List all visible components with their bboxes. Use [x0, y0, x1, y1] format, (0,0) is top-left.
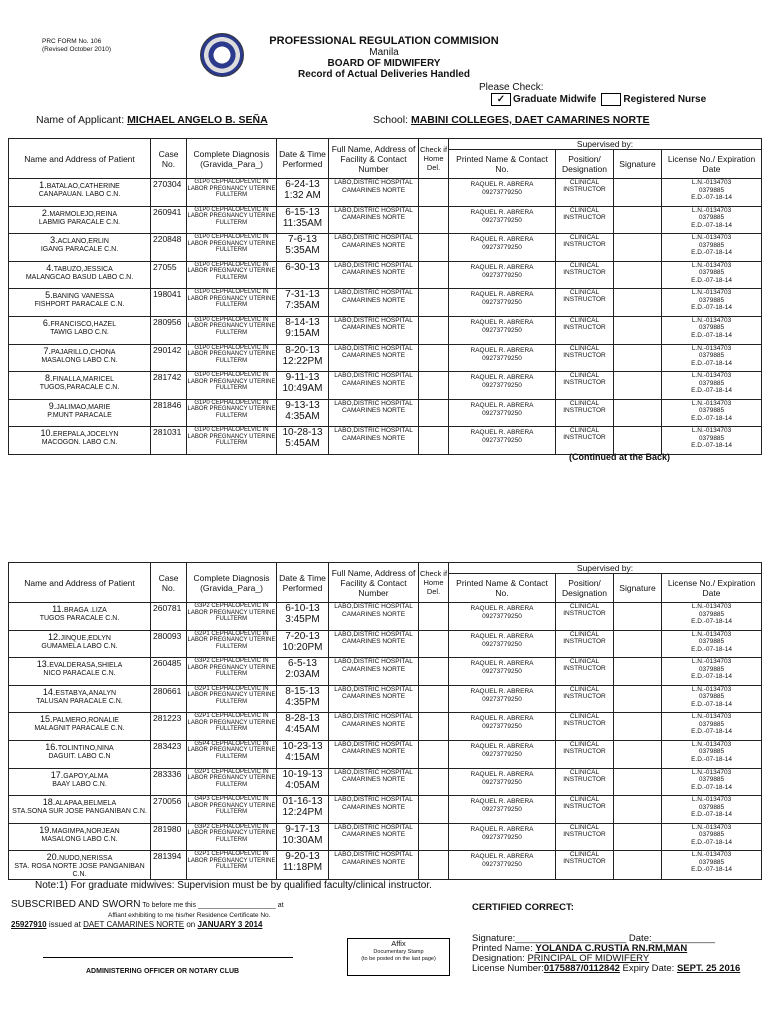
home-del-cell[interactable]	[419, 685, 449, 713]
city: Manila	[369, 47, 399, 58]
license-label: License Number:	[472, 963, 544, 974]
table-row	[9, 234, 762, 262]
signature-cell[interactable]	[614, 740, 662, 768]
patient-cell: 9.JALIMAO,MARIE P.MUNT PARACALE	[9, 399, 151, 427]
continued-note: (Continued at the Back)	[568, 452, 670, 462]
deliveries-table-1	[8, 138, 762, 455]
board-title: BOARD OF MIDWIFERY	[327, 58, 441, 69]
supervisor-cell: RAQUEL R. ABRERA 09273779250	[449, 851, 556, 880]
signature-cell[interactable]	[614, 603, 662, 631]
patient-cell: 8.FINALLA,MARICEL TUGOS,PARACALE C.N.	[9, 372, 151, 400]
home-del-cell[interactable]	[419, 796, 449, 824]
position-cell: CLINICAL INSTRUCTOR	[556, 234, 614, 262]
patient-cell: 7.PAJARILLO,CHONA MASALONG LABO C.N.	[9, 344, 151, 372]
license-cell: L.N.-0134703 0379885 E.D.-07-18-14	[662, 372, 762, 400]
facility-cell: LABO,DISTRIC HOSPITAL CAMARINES NORTE	[329, 261, 419, 289]
cert-number: 25927910	[11, 920, 47, 929]
signature-cell[interactable]	[614, 768, 662, 796]
diagnosis-cell: G4P3 CEPHALOPELVIC IN LABOR PREGNANCY UTERINE FULLTERM	[187, 796, 277, 824]
col-diagnosis: Complete Diagnosis (Gravida_Para_)	[187, 563, 277, 603]
case-cell: 280661	[151, 685, 187, 713]
patient-cell: 17.GAPOY,ALMA BAAY LABO C.N.	[9, 768, 151, 796]
signature-cell[interactable]	[614, 713, 662, 741]
designation-label: Designation:	[472, 953, 528, 964]
supervisor-cell: RAQUEL R. ABRERA 09273779250	[449, 713, 556, 741]
table-row	[9, 851, 762, 880]
facility-cell: LABO,DISTRIC HOSPITAL CAMARINES NORTE	[329, 740, 419, 768]
facility-cell: LABO,DISTRIC HOSPITAL CAMARINES NORTE	[329, 768, 419, 796]
signature-cell[interactable]	[614, 823, 662, 851]
record-title: Record of Actual Deliveries Handled	[298, 69, 470, 80]
applicant-row	[36, 114, 268, 126]
diagnosis-cell: G3P2 CEPHALOPELVIC IN LABOR PREGNANCY UTERINE FULLTERM	[187, 658, 277, 686]
position-cell: CLINICAL INSTRUCTOR	[556, 179, 614, 207]
license-cell: L.N.-0134703 0379885 E.D.-07-18-14	[662, 179, 762, 207]
printed-name: YOLANDA C.RUSTIA RN.RM,MAN	[535, 943, 688, 954]
table-row	[9, 603, 762, 631]
signature-cell[interactable]	[614, 658, 662, 686]
license-cell: L.N.-0134703 0379885 E.D.-07-18-14	[662, 344, 762, 372]
facility-cell: LABO,DISTRIC HOSPITAL CAMARINES NORTE	[329, 316, 419, 344]
patient-cell: 20.NUDO,NERISSA STA. ROSA NORTE JOSE PANGANIBAN C.N.	[9, 851, 151, 880]
supervisor-cell: RAQUEL R. ABRERA 09273779250	[449, 630, 556, 658]
expiry-date: SEPT. 25 2016	[676, 963, 741, 974]
date-cell: 6-30-13	[277, 261, 329, 289]
case-cell: 260941	[151, 206, 187, 234]
license-cell: L.N.-0134703 0379885 E.D.-07-18-14	[662, 851, 762, 880]
certified-correct-label: CERTIFIED CORRECT:	[472, 902, 574, 913]
facility-cell: LABO,DISTRIC HOSPITAL CAMARINES NORTE	[329, 427, 419, 455]
facility-cell: LABO,DISTRIC HOSPITAL CAMARINES NORTE	[329, 851, 419, 880]
signature-cell[interactable]	[614, 630, 662, 658]
signature-cell[interactable]	[614, 851, 662, 880]
facility-cell: LABO,DISTRIC HOSPITAL CAMARINES NORTE	[329, 289, 419, 317]
case-cell: 281394	[151, 851, 187, 880]
case-cell: 260485	[151, 658, 187, 686]
facility-cell: LABO,DISTRIC HOSPITAL CAMARINES NORTE	[329, 630, 419, 658]
date-cell: 10-28-13 5:45AM	[277, 427, 329, 455]
patient-cell: 11.BRAGA .LIZA TUGOS PARACALE C.N.	[9, 603, 151, 631]
facility-cell: LABO,DISTRIC HOSPITAL CAMARINES NORTE	[329, 603, 419, 631]
case-cell: 27055	[151, 261, 187, 289]
license-cell: L.N.-0134703 0379885 E.D.-07-18-14	[662, 630, 762, 658]
position-cell: CLINICAL INSTRUCTOR	[556, 427, 614, 455]
supervisor-cell: RAQUEL R. ABRERA 09273779250	[449, 427, 556, 455]
home-del-cell[interactable]	[419, 768, 449, 796]
home-del-cell[interactable]	[419, 179, 449, 207]
designation: PRINCIPAL OF MIDWIFERY	[527, 953, 650, 964]
affix-label: Affix	[391, 939, 406, 948]
signature-cell[interactable]	[614, 289, 662, 317]
patient-cell: 12.JINQUE,EDLYN GUMAMELA LABO C.N.	[9, 630, 151, 658]
col-supervised: Supervised by:	[449, 563, 762, 574]
applicant-name: MICHAEL ANGELO B. SEÑA	[127, 114, 268, 126]
date-cell: 8-28-13 4:45AM	[277, 713, 329, 741]
supervisor-cell: RAQUEL R. ABRERA 09273779250	[449, 234, 556, 262]
graduate-midwife-checkbox[interactable]: ✓	[491, 93, 511, 106]
col-position: Position/ Designation	[556, 150, 614, 179]
subscribed-rest: To before me this ____________________ at	[140, 902, 284, 909]
table-row	[9, 206, 762, 234]
home-del-cell[interactable]	[419, 234, 449, 262]
issued-at-label: issued at	[46, 920, 84, 929]
col-license: License No./ Expiration Date	[662, 150, 762, 179]
date-cell: 7-20-13 10:20PM	[277, 630, 329, 658]
col-printed: Printed Name & Contact No.	[449, 150, 556, 179]
graduate-midwife-label: Graduate Midwife	[513, 94, 597, 105]
school-label: School:	[373, 114, 409, 126]
diagnosis-cell: G1P0 CEPHALOPELVIC IN LABOR PREGNANCY UTERINE FULLTERM	[187, 427, 277, 455]
col-license: License No./ Expiration Date	[662, 574, 762, 603]
license-cell: L.N.-0134703 0379885 E.D.-07-18-14	[662, 234, 762, 262]
case-cell: 270056	[151, 796, 187, 824]
table-row	[9, 740, 762, 768]
date-cell: 9-13-13 4:35AM	[277, 399, 329, 427]
position-cell: CLINICAL INSTRUCTOR	[556, 316, 614, 344]
facility-cell: LABO,DISTRIC HOSPITAL CAMARINES NORTE	[329, 372, 419, 400]
col-signature: Signature	[614, 574, 662, 603]
signature-cell[interactable]	[614, 206, 662, 234]
date-cell: 9-11-13 10:49AM	[277, 372, 329, 400]
case-cell: 280093	[151, 630, 187, 658]
patient-cell: 4.TABUZO,JESSICA MALANGCAO BASUD LABO C.N.	[9, 261, 151, 289]
table-row	[9, 427, 762, 455]
documentary-stamp-box	[347, 938, 450, 976]
col-case: Case No.	[151, 139, 187, 179]
date-cell: 6-24-13 1:32 AM	[277, 179, 329, 207]
patient-cell: 1.BATALAO,CATHERINE CANAPAUAN. LABO C.N.	[9, 179, 151, 207]
supervisor-cell: RAQUEL R. ABRERA 09273779250	[449, 823, 556, 851]
case-cell: 283423	[151, 740, 187, 768]
table-row	[9, 261, 762, 289]
facility-cell: LABO,DISTRIC HOSPITAL CAMARINES NORTE	[329, 179, 419, 207]
table-row	[9, 344, 762, 372]
license-cell: L.N.-0134703 0379885 E.D.-07-18-14	[662, 685, 762, 713]
case-cell: 198041	[151, 289, 187, 317]
table-row	[9, 399, 762, 427]
table-row	[9, 713, 762, 741]
supervisor-cell: RAQUEL R. ABRERA 09273779250	[449, 399, 556, 427]
supervisor-cell: RAQUEL R. ABRERA 09273779250	[449, 796, 556, 824]
position-cell: CLINICAL INSTRUCTOR	[556, 823, 614, 851]
diagnosis-cell: G2P1 CEPHALOPELVIC IN LABOR PREGNANCY UTERINE FULLTERM	[187, 851, 277, 880]
diagnosis-cell: G1P0 CEPHALOPELVIC IN LABOR PREGNANCY UTERINE FULLTERM	[187, 234, 277, 262]
col-diagnosis: Complete Diagnosis (Gravida_Para_)	[187, 139, 277, 179]
facility-cell: LABO,DISTRIC HOSPITAL CAMARINES NORTE	[329, 206, 419, 234]
on-label: on	[184, 920, 198, 929]
diagnosis-cell: G3P2 CEPHALOPELVIC IN LABOR PREGNANCY UTERINE FULLTERM	[187, 823, 277, 851]
home-del-cell[interactable]	[419, 823, 449, 851]
facility-cell: LABO,DISTRIC HOSPITAL CAMARINES NORTE	[329, 713, 419, 741]
position-cell: CLINICAL INSTRUCTOR	[556, 372, 614, 400]
table-row	[9, 316, 762, 344]
table-row	[9, 289, 762, 317]
case-cell: 281031	[151, 427, 187, 455]
home-del-cell[interactable]	[419, 316, 449, 344]
patient-cell: 2.MARMOLEJO,REINA LABMIG PARACALE C.N.	[9, 206, 151, 234]
license-cell: L.N.-0134703 0379885 E.D.-07-18-14	[662, 658, 762, 686]
patient-cell: 6.FRANCISCO,HAZEL TAWIG LABO C.N.	[9, 316, 151, 344]
home-del-cell[interactable]	[419, 427, 449, 455]
home-del-cell[interactable]	[419, 399, 449, 427]
signature-cell[interactable]	[614, 372, 662, 400]
facility-cell: LABO,DISTRIC HOSPITAL CAMARINES NORTE	[329, 796, 419, 824]
case-cell: 290142	[151, 344, 187, 372]
license-cell: L.N.-0134703 0379885 E.D.-07-18-14	[662, 261, 762, 289]
home-del-cell[interactable]	[419, 372, 449, 400]
date-cell: 6-10-13 3:45PM	[277, 603, 329, 631]
patient-cell: 13.EVALDERASA,SHIELA NICO PARACALE C.N.	[9, 658, 151, 686]
position-cell: CLINICAL INSTRUCTOR	[556, 630, 614, 658]
supervisor-cell: RAQUEL R. ABRERA 09273779250	[449, 603, 556, 631]
signature-cell[interactable]	[614, 685, 662, 713]
date-cell: 8-15-13 4:35PM	[277, 685, 329, 713]
facility-cell: LABO,DISTRIC HOSPITAL CAMARINES NORTE	[329, 344, 419, 372]
home-del-cell[interactable]	[419, 289, 449, 317]
position-cell: CLINICAL INSTRUCTOR	[556, 344, 614, 372]
case-cell: 281223	[151, 713, 187, 741]
case-cell: 270304	[151, 179, 187, 207]
date-cell: 6-5-13 2:03AM	[277, 658, 329, 686]
registered-nurse-checkbox[interactable]	[601, 93, 621, 106]
patient-cell: 19.MAGIMPA,NORJEAN MASALONG LABO C.N.	[9, 823, 151, 851]
facility-cell: LABO,DISTRIC HOSPITAL CAMARINES NORTE	[329, 658, 419, 686]
diagnosis-cell: G1P0 CEPHALOPELVIC IN LABOR PREGNANCY UTERINE FULLTERM	[187, 316, 277, 344]
affiant-line: Affiant exhibiting to me his/her Residence Certificate No.	[108, 912, 271, 919]
license-cell: L.N.-0134703 0379885 E.D.-07-18-14	[662, 289, 762, 317]
position-cell: CLINICAL INSTRUCTOR	[556, 740, 614, 768]
table-row	[9, 630, 762, 658]
deliveries-table-2	[8, 562, 762, 880]
license-cell: L.N.-0134703 0379885 E.D.-07-18-14	[662, 316, 762, 344]
supervisor-cell: RAQUEL R. ABRERA 09273779250	[449, 179, 556, 207]
table-row	[9, 658, 762, 686]
please-check-label: Please Check:	[479, 82, 544, 93]
license-cell: L.N.-0134703 0379885 E.D.-07-18-14	[662, 427, 762, 455]
home-del-cell[interactable]	[419, 603, 449, 631]
table-row	[9, 768, 762, 796]
position-cell: CLINICAL INSTRUCTOR	[556, 206, 614, 234]
date-cell: 01-16-13 12:24PM	[277, 796, 329, 824]
position-cell: CLINICAL INSTRUCTOR	[556, 768, 614, 796]
date-cell: 9-17-13 10:30AM	[277, 823, 329, 851]
supervisor-cell: RAQUEL R. ABRERA 09273779250	[449, 372, 556, 400]
col-facility: Full Name, Address of Facility & Contact Number	[329, 139, 419, 179]
diagnosis-cell: G2P1 CEPHALOPELVIC IN LABOR PREGNANCY UTERINE FULLTERM	[187, 630, 277, 658]
signature-cell[interactable]	[614, 344, 662, 372]
patient-cell: 15.PALMERO,RONALIE MALAGNIT PARACALE C.N.	[9, 713, 151, 741]
patient-cell: 14.ESTABYA,ANALYN TALUSAN PARACALE C.N.	[9, 685, 151, 713]
diagnosis-cell: G1P0 CEPHALOPELVIC IN LABOR PREGNANCY UTERINE FULLTERM	[187, 399, 277, 427]
col-name: Name and Address of Patient	[9, 139, 151, 179]
case-cell: 283336	[151, 768, 187, 796]
col-signature: Signature	[614, 150, 662, 179]
supervisor-cell: RAQUEL R. ABRERA 09273779250	[449, 740, 556, 768]
license-cell: L.N.-0134703 0379885 E.D.-07-18-14	[662, 796, 762, 824]
home-del-cell[interactable]	[419, 344, 449, 372]
certifier-block	[472, 934, 740, 974]
diagnosis-cell: G5P4 CEPHALOPELVIC IN LABOR PREGNANCY UTERINE FULLTERM	[187, 740, 277, 768]
position-cell: CLINICAL INSTRUCTOR	[556, 658, 614, 686]
col-supervised: Supervised by:	[449, 139, 762, 150]
applicant-type-options	[491, 93, 706, 106]
date-cell: 7-6-13 5:35AM	[277, 234, 329, 262]
signature-cell[interactable]	[614, 179, 662, 207]
position-cell: CLINICAL INSTRUCTOR	[556, 289, 614, 317]
license-cell: L.N.-0134703 0379885 E.D.-07-18-14	[662, 603, 762, 631]
supervisor-cell: RAQUEL R. ABRERA 09273779250	[449, 289, 556, 317]
col-position: Position/ Designation	[556, 574, 614, 603]
license-number: 0175887/0112842	[543, 963, 620, 974]
diagnosis-cell: G2P1 CEPHALOPELVIC IN LABOR PREGNANCY UTERINE FULLTERM	[187, 685, 277, 713]
case-cell: 260781	[151, 603, 187, 631]
patient-cell: 3.ACLANO,ERLIN IGANG PARACALE C.N.	[9, 234, 151, 262]
position-cell: CLINICAL INSTRUCTOR	[556, 851, 614, 880]
supervision-note: Note:1) For graduate midwives: Supervision must be by qualified faculty/clinical instructor.	[35, 880, 432, 891]
signature-cell[interactable]	[614, 399, 662, 427]
issue-date: JANUARY 3 2014	[197, 920, 263, 929]
subscribed-line	[11, 899, 284, 910]
position-cell: CLINICAL INSTRUCTOR	[556, 685, 614, 713]
signature-cell[interactable]	[614, 234, 662, 262]
date-cell: 8-20-13 12:22PM	[277, 344, 329, 372]
home-del-cell[interactable]	[419, 851, 449, 880]
position-cell: CLINICAL INSTRUCTOR	[556, 399, 614, 427]
supervisor-cell: RAQUEL R. ABRERA 09273779250	[449, 344, 556, 372]
expiry-label: Expiry Date:	[619, 963, 677, 974]
home-del-cell[interactable]	[419, 206, 449, 234]
patient-cell: 16.TOLINTINO,NINA DAGUIT. LABO C.N	[9, 740, 151, 768]
diagnosis-cell: G2P1 CEPHALOPELVIC IN LABOR PREGNANCY UTERINE FULLTERM	[187, 713, 277, 741]
diagnosis-cell: G1P0 CEPHALOPELVIC IN LABOR PREGNANCY UTERINE FULLTERM	[187, 344, 277, 372]
position-cell: CLINICAL INSTRUCTOR	[556, 713, 614, 741]
notary-signature-line	[43, 957, 293, 958]
date-cell: 10-19-13 4:05AM	[277, 768, 329, 796]
license-cell: L.N.-0134703 0379885 E.D.-07-18-14	[662, 206, 762, 234]
supervisor-cell: RAQUEL R. ABRERA 09273779250	[449, 768, 556, 796]
license-cell: L.N.-0134703 0379885 E.D.-07-18-14	[662, 740, 762, 768]
facility-cell: LABO,DISTRIC HOSPITAL CAMARINES NORTE	[329, 685, 419, 713]
facility-cell: LABO,DISTRIC HOSPITAL CAMARINES NORTE	[329, 823, 419, 851]
diagnosis-cell: G1P0 CEPHALOPELVIC IN LABOR PREGNANCY UTERINE FULLTERM	[187, 372, 277, 400]
date-line: Date:____________	[628, 933, 716, 944]
case-cell: 281742	[151, 372, 187, 400]
position-cell: CLINICAL INSTRUCTOR	[556, 261, 614, 289]
stamp-note: (to be posted on the last page)	[361, 956, 436, 962]
supervisor-cell: RAQUEL R. ABRERA 09273779250	[449, 658, 556, 686]
col-home: Check if Home Del.	[419, 139, 449, 179]
commission-title: PROFESSIONAL REGULATION COMMISION	[269, 35, 499, 47]
table-row	[9, 796, 762, 824]
diagnosis-cell: G3P2 CEPHALOPELVIC IN LABOR PREGNANCY UTERINE FULLTERM	[187, 603, 277, 631]
position-cell: CLINICAL INSTRUCTOR	[556, 603, 614, 631]
diagnosis-cell: G1P0 CEPHALOPELVIC IN LABOR PREGNANCY UTERINE FULLTERM	[187, 206, 277, 234]
license-cell: L.N.-0134703 0379885 E.D.-07-18-14	[662, 823, 762, 851]
col-facility: Full Name, Address of Facility & Contact Number	[329, 563, 419, 603]
col-name: Name and Address of Patient	[9, 563, 151, 603]
date-cell: 10-23-13 4:15AM	[277, 740, 329, 768]
facility-cell: LABO,DISTRIC HOSPITAL CAMARINES NORTE	[329, 399, 419, 427]
table-row	[9, 372, 762, 400]
printed-name-label: Printed Name:	[472, 943, 536, 954]
signature-line: Signature:_____________________	[472, 933, 627, 944]
facility-cell: LABO,DISTRIC HOSPITAL CAMARINES NORTE	[329, 234, 419, 262]
home-del-cell[interactable]	[419, 261, 449, 289]
signature-cell[interactable]	[614, 427, 662, 455]
home-del-cell[interactable]	[419, 740, 449, 768]
date-cell: 9-20-13 11:18PM	[277, 851, 329, 880]
case-cell: 220848	[151, 234, 187, 262]
col-case: Case No.	[151, 563, 187, 603]
diagnosis-cell: G2P1 CEPHALOPELVIC IN LABOR PREGNANCY UTERINE FULLTERM	[187, 768, 277, 796]
patient-cell: 18.ALAPAA,BELMELA STA.SONA SUR JOSE PANGANIBAN C.N.	[9, 796, 151, 824]
patient-cell: 5.BANING VANESSA FISHPORT PARACALE C.N.	[9, 289, 151, 317]
col-date: Date & Time Performed	[277, 139, 329, 179]
supervisor-cell: RAQUEL R. ABRERA 09273779250	[449, 685, 556, 713]
signature-cell[interactable]	[614, 261, 662, 289]
col-home: Check if Home Del.	[419, 563, 449, 603]
diagnosis-cell: G1P0 CEPHALOPELVIC IN LABOR PREGNANCY UTERINE FULLTERM	[187, 179, 277, 207]
signature-cell[interactable]	[614, 796, 662, 824]
stamp-label: Documentary Stamp	[373, 949, 424, 955]
col-date: Date & Time Performed	[277, 563, 329, 603]
supervisor-cell: RAQUEL R. ABRERA 09273779250	[449, 206, 556, 234]
date-cell: 8-14-13 9:15AM	[277, 316, 329, 344]
school-row	[373, 114, 650, 126]
case-cell: 280956	[151, 316, 187, 344]
diagnosis-cell: G1P0 CEPHALOPELVIC IN LABOR PREGNANCY UTERINE FULLTERM	[187, 261, 277, 289]
home-del-cell[interactable]	[419, 630, 449, 658]
table-row	[9, 685, 762, 713]
table-row	[9, 823, 762, 851]
applicant-label: Name of Applicant:	[36, 114, 125, 126]
license-cell: L.N.-0134703 0379885 E.D.-07-18-14	[662, 399, 762, 427]
signature-cell[interactable]	[614, 316, 662, 344]
license-cell: L.N.-0134703 0379885 E.D.-07-18-14	[662, 713, 762, 741]
license-cell: L.N.-0134703 0379885 E.D.-07-18-14	[662, 768, 762, 796]
diagnosis-cell: G1P0 CEPHALOPELVIC IN LABOR PREGNANCY UTERINE FULLTERM	[187, 289, 277, 317]
case-cell: 281846	[151, 399, 187, 427]
date-cell: 6-15-13 11:35AM	[277, 206, 329, 234]
subscribed-label: SUBSCRIBED AND SWORN	[11, 899, 141, 910]
table-row	[9, 179, 762, 207]
residence-cert-line	[11, 920, 262, 929]
notary-label: ADMINISTERING OFFICER OR NOTARY CLUB	[86, 968, 240, 975]
registered-nurse-label: Registered Nurse	[623, 94, 707, 105]
supervisor-cell: RAQUEL R. ABRERA 09273779250	[449, 261, 556, 289]
case-cell: 281980	[151, 823, 187, 851]
position-cell: CLINICAL INSTRUCTOR	[556, 796, 614, 824]
home-del-cell[interactable]	[419, 713, 449, 741]
school-name: MABINI COLLEGES, DAET CAMARINES NORTE	[410, 114, 650, 126]
patient-cell: 10.EREPALA,JOCELYN MACOGON. LABO C.N.	[9, 427, 151, 455]
form-number: PRC FORM No. 106 (Revised October 2010)	[42, 38, 112, 53]
home-del-cell[interactable]	[419, 658, 449, 686]
date-cell: 7-31-13 7:35AM	[277, 289, 329, 317]
issue-place: DAET CAMARINES NORTE	[83, 920, 185, 929]
col-printed: Printed Name & Contact No.	[449, 574, 556, 603]
supervisor-cell: RAQUEL R. ABRERA 09273779250	[449, 316, 556, 344]
